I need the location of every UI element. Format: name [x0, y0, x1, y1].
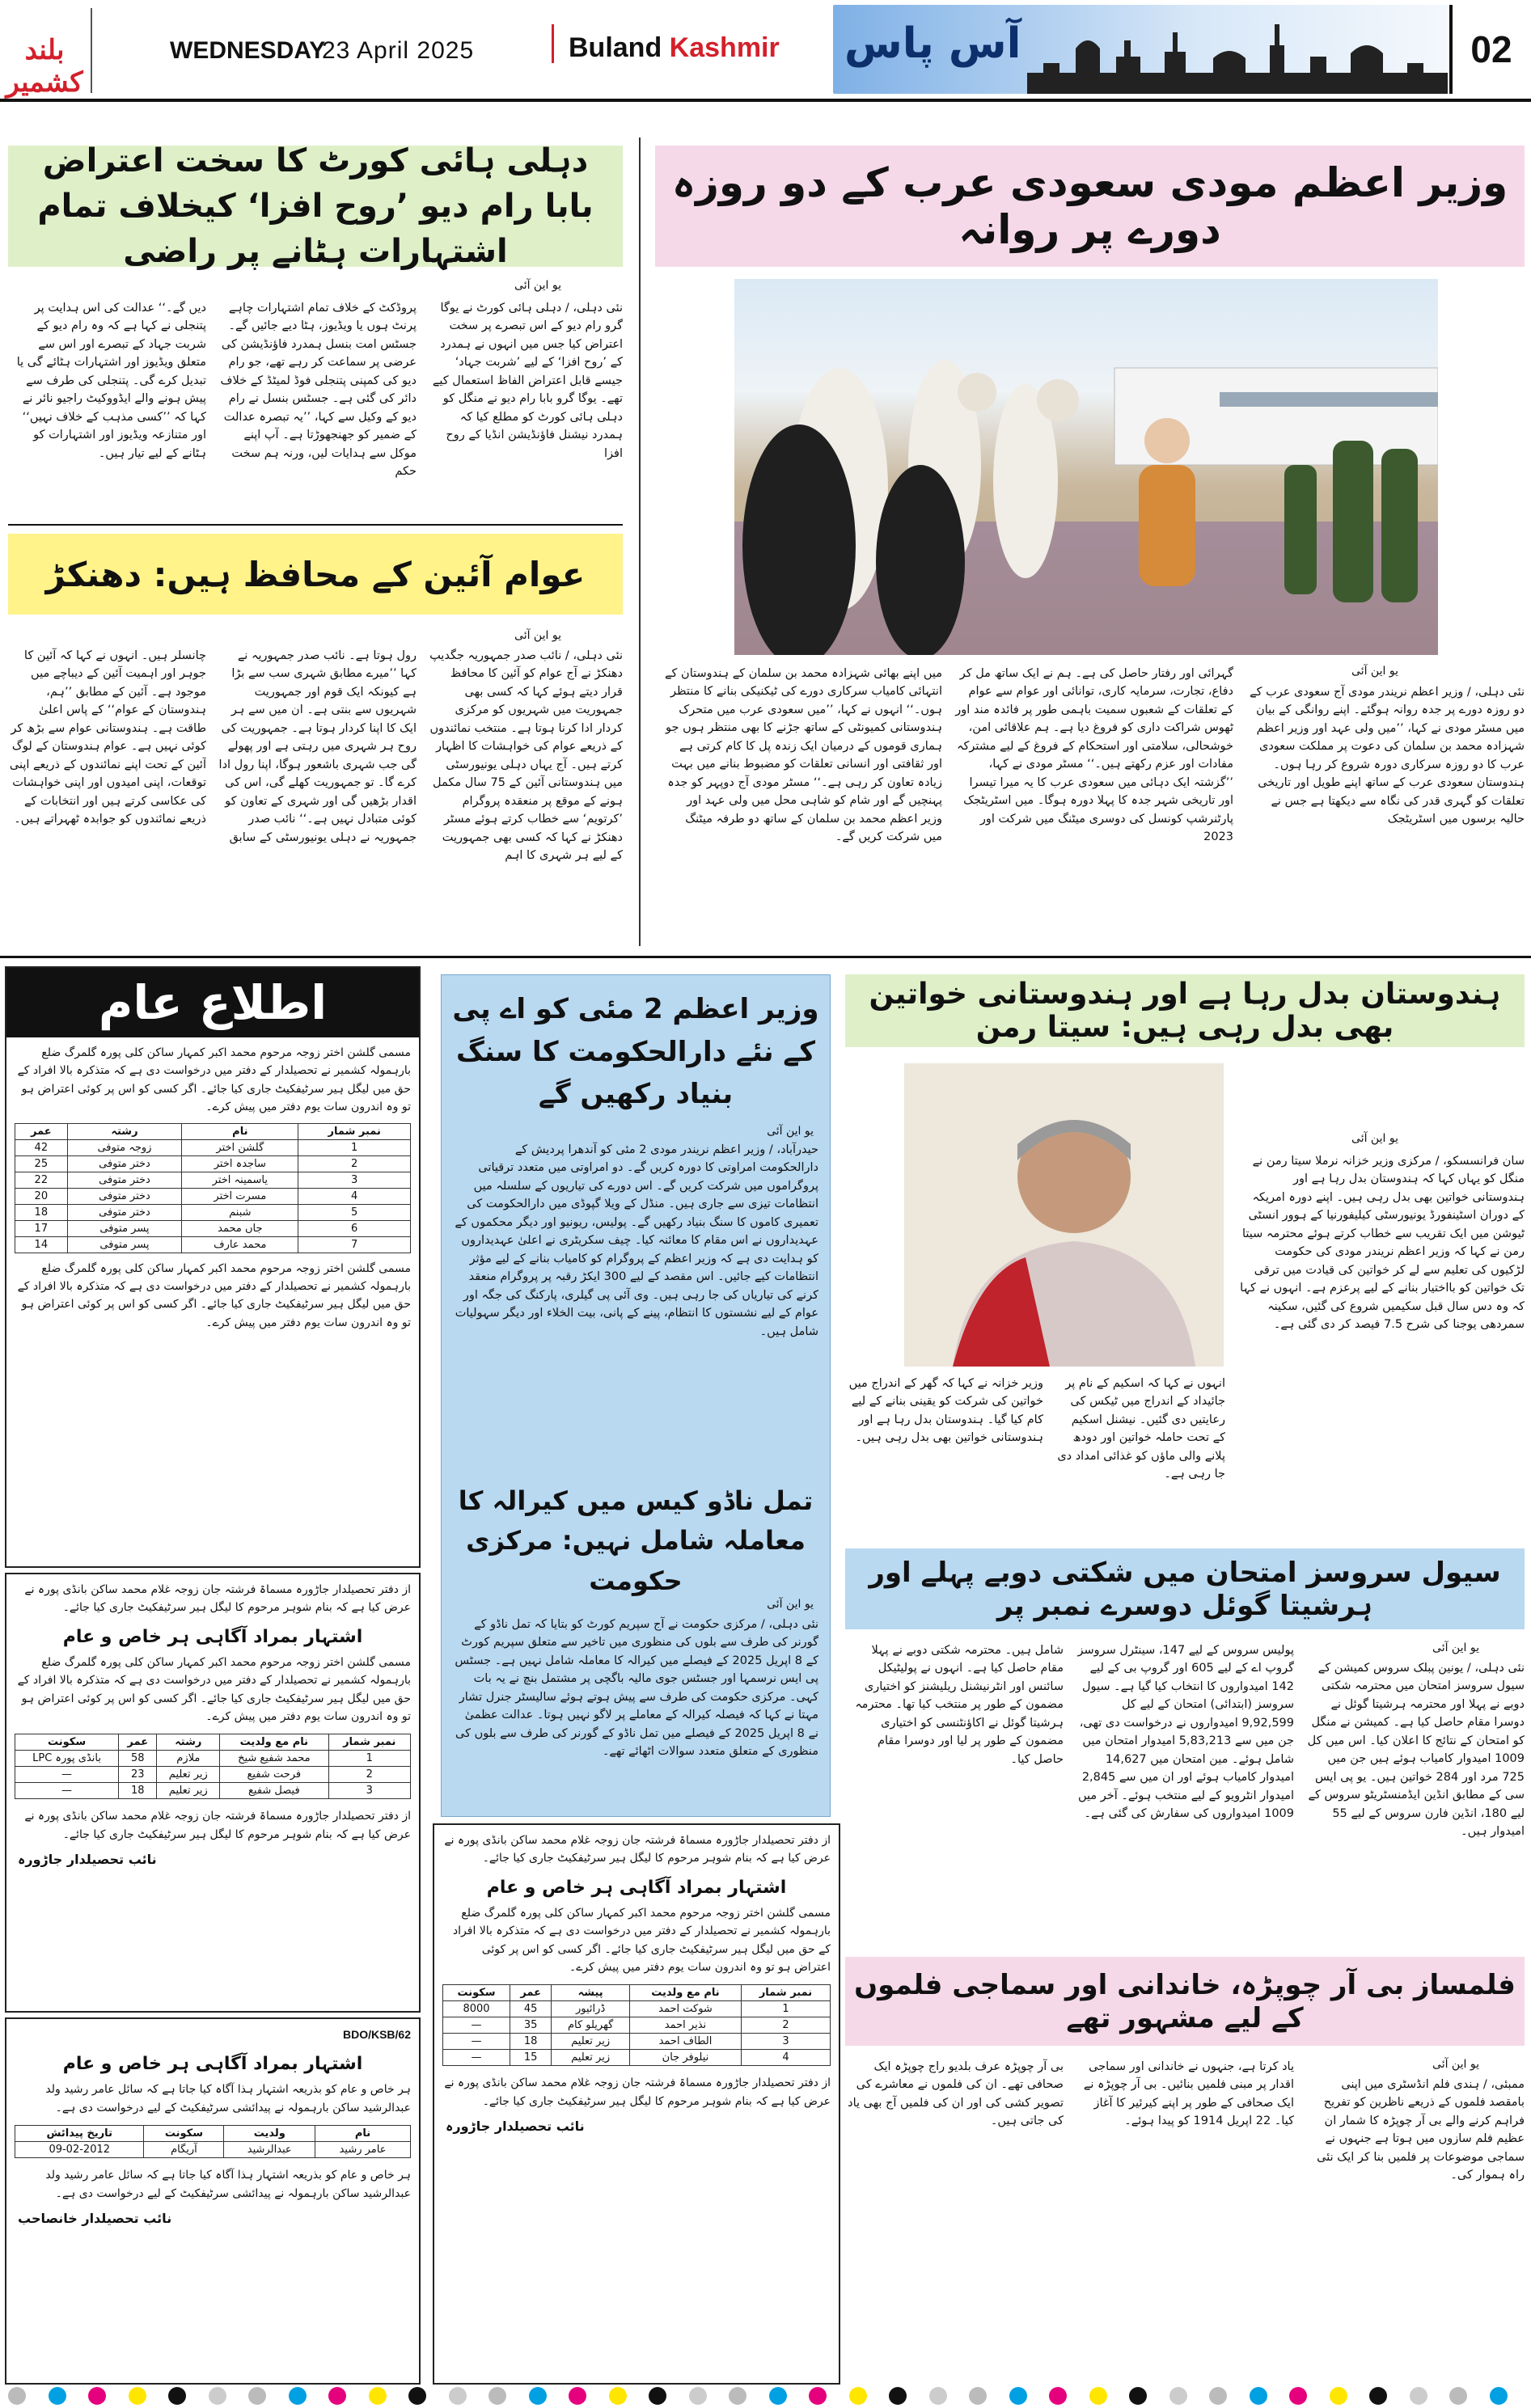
- tn-agency: یو این آئی: [767, 1598, 814, 1611]
- table-cell: مسرت اختر: [182, 1188, 298, 1204]
- table-cell: ڈرائیور: [552, 2001, 630, 2017]
- registration-dot: [769, 2387, 787, 2405]
- table-row: [15, 1767, 411, 1783]
- print-registration-strip: [0, 2385, 1531, 2406]
- registration-dot: [729, 2387, 746, 2405]
- civil-headline: سیول سروسز امتحان میں شکتی دوبے پہلے اور ہرشیتا گوئل دوسرے نمبر پر: [869, 1557, 1501, 1622]
- delhi-hc-headline-box: [8, 142, 623, 270]
- registration-dot: [609, 2387, 627, 2405]
- birth-notice: [5, 2017, 421, 2385]
- table-cell: 18: [119, 1783, 157, 1799]
- sitharaman-headline-box: [845, 974, 1525, 1047]
- registration-dot: [88, 2387, 106, 2405]
- table-header-cell: نام مع ولدیت: [629, 1985, 741, 2001]
- masthead-divider-2: [552, 24, 554, 63]
- amravati-headline: وزیر اعظم 2 مئی کو اے پی کے نئے دارالحکومت کا سنگ بنیاد رکھیں گے: [452, 992, 819, 1111]
- table-header-cell: سکونت: [15, 1734, 119, 1751]
- table-cell: 23: [119, 1767, 157, 1783]
- table-cell: 8000: [443, 2001, 510, 2017]
- page-number: 02: [1470, 28, 1512, 70]
- table-cell: فرحت شفیع: [220, 1767, 328, 1783]
- registration-dot: [1129, 2387, 1147, 2405]
- section-banner: [833, 5, 1448, 94]
- dhankhar-agency: یو این آئی: [514, 629, 561, 642]
- table-row: [15, 1155, 411, 1172]
- table-cell: 58: [119, 1751, 157, 1767]
- public-notice-footer-text: مسمی گلشن اختر زوجہ مرحوم محمد اکبر کمہار ساکن کلی پورہ گلمرگ ضلع بارہمولہ کشمیر نے تحصیلدار کے دفتر میں درخواست دی ہے کہ متذکرہ بالا افراد کے حق میں لیگل ہیر سرٹیفکیٹ جاری کیا جائے۔ اگر کسی کو اس پر کوئی اعتراض ہو تو وہ اندرون سات یوم دفتر میں پیش کرے۔: [17, 1261, 411, 1329]
- chopra-headline: فلمساز بی آر چوپڑہ، خاندانی اور سماجی فلموں کے لیے مشہور تھے: [854, 1969, 1516, 2034]
- chopra-col-1: ممبئی، / ہندی فلم انڈسٹری میں اپنی بامقصد فلموں کے ذریعے ناظرین کو تفریح فراہم کرنے والے بی آر چوپڑہ کا شمار ان عظیم فلم سازوں میں ہوتا ہے جنہوں نے سماجی موضوعات پر فلمیں بنا کر ایک نئی راہ ہموار کی۔: [1317, 2078, 1525, 2182]
- table-cell: آریگام: [144, 2142, 224, 2158]
- registration-dot: [689, 2387, 707, 2405]
- masthead-bottom-rule: [0, 99, 1531, 102]
- table-cell: 20: [15, 1188, 68, 1204]
- chopra-col-3: بی آر چوپڑہ عرف بلدیو راج چوپڑہ ایک صحافی تھے۔ ان کی فلموں نے معاشرے کی تصویر کشی کی اور ان کی فلمیں آج بھی یاد کی جاتی ہیں۔: [848, 2060, 1064, 2128]
- table-cell: گھریلو کام: [552, 2017, 630, 2034]
- portrait-icon: [904, 1063, 1224, 1367]
- table-cell: —: [443, 2050, 510, 2066]
- dhankhar-headline-box: [8, 534, 623, 615]
- table-header-cell: نام: [315, 2126, 411, 2142]
- table-cell: ملازم: [157, 1751, 220, 1767]
- registration-dot: [1410, 2387, 1427, 2405]
- weekday: WEDNESDAY: [170, 37, 326, 64]
- brand-kashmir: Kashmir: [669, 32, 780, 63]
- table-cell: 42: [15, 1139, 68, 1155]
- dhankhar-col-1: نئی دہلی، / نائب صدر جمہوریہ جگدیپ دھنکڑ نے آج عوام کو آئین کا محافظ قرار دیتے ہوئے کہا کہ کسی بھی جمہوریت میں شہریوں کو مرکزی کردار ادا کرنا ہوتا ہے۔ منتخب نمائندوں کے ذریعے عوام کی خواہشات کا اظہار کرتے ہیں۔ آج یہاں دہلی یونیورسٹی میں ہندوستانی آئین کے 75 سال مکمل ہونے کے موقع پر منعقدہ پروگرام ’کرتویم‘ سے خطاب کرتے ہوئے مسٹر دھنکڑ نے کہا کہ کسی بھی جمہوریت کے لیے ہر شہری کا اہم: [429, 649, 623, 863]
- table-header-cell: نمبر شمار: [298, 1123, 411, 1139]
- table-cell: 7: [298, 1236, 411, 1253]
- vertical-column-rule: [639, 137, 641, 946]
- skyline-icon: [1027, 16, 1448, 94]
- table-row: [15, 1220, 411, 1236]
- registration-dot: [1209, 2387, 1227, 2405]
- table-row: [15, 1172, 411, 1188]
- jarora-table: [442, 1984, 831, 2066]
- section-title: آس پاس: [844, 19, 1021, 68]
- tn-headline: تمل ناڈو کیس میں کیرالہ کا معاملہ شامل نہیں: مرکزی حکومت: [458, 1485, 814, 1596]
- registration-dot: [969, 2387, 987, 2405]
- table-cell: زوجہ متوفی: [67, 1139, 182, 1155]
- masthead: [0, 0, 1531, 113]
- table-cell: 35: [510, 2017, 552, 2034]
- registration-dot: [1369, 2387, 1387, 2405]
- tn-headline-box: [450, 1485, 822, 1596]
- table-row: [15, 1751, 411, 1767]
- table-cell: دختر متوفی: [67, 1172, 182, 1188]
- sitharaman-col-1: سان فرانسسکو، / مرکزی وزیر خزانہ نرملا سیتا رمن نے منگل کو یہاں کہا کہ ہندوستان بدل رہا ہے اور ہندوستانی خواتین بھی بدل رہی ہیں۔ اپنے دورہ امریکہ کے دوران اسٹینفورڈ یونیورسٹی کیلیفورنیا کے ہوور انسٹی ٹیوشن میں ایک تقریب سے خطاب کرتے ہوئے محترمہ سیتا رمن نے کہا کہ وزیر اعظم نریندر مودی کی حکومت لڑکیوں کی تعلیم سے لے کر خواتین کی قیادت میں ترقی تک خواتین کو بااختیار بنانے کے لیے پرعزم ہے۔ انہوں نے کہا کہ وہ دس سال قبل سکیمیں شروع کی گئیں، سکینہ سمردھی یوجنا کی شرح 7.5 فیصد کر دی گئی ہے۔: [1240, 1155, 1525, 1332]
- registration-dot: [8, 2387, 26, 2405]
- amravati-body: حیدرآباد، / وزیر اعظم نریندر مودی 2 مئی کو آندھرا پردیش کے دارالحکومت امراوتی کا دورہ کریں گے۔ دو امراوتی میں متعدد ترقیاتی پروگراموں میں شرکت کریں گے۔ اس دورے کی تیاریوں کے سلسلہ میں انتظامات تیزی سے جاری ہیں۔ منڈل کے ویلا گپوڈی میں دارالحکومت کی تعمیری کاموں کا سنگ بنیاد رکھیں گے۔ پولیس، ریونیو اور دیگر محکموں کے عہدیداروں نے اس مقام کا معائنہ کیا۔ چیف سکریٹری نے اعلیٰ عہدیداروں کو ہدایت دی ہے کہ وزیر اعظم کے پروگرام کو کامیاب بنانے کے لیے مؤثر انتظامات کیے جائیں۔ اس مقصد کے لیے 300 ایکڑ رقبہ پر پروگرام منعقد کرنے کی تیاریاں کی جا رہی ہیں۔ وی آئی پی گیلری، پارکنگ کی جگہ اور عوام کے لیے نشستوں کا انتظام، پینے کے پانی، بیت الخلاء اور دیگر سہولیات شامل ہیں۔: [455, 1143, 818, 1338]
- dhankhar-headline: عوام آئین کے محافظ ہیں: دھنکڑ: [45, 554, 586, 594]
- registration-dot: [1009, 2387, 1027, 2405]
- table-header-cell: رشتہ: [157, 1734, 220, 1751]
- table-cell: 22: [15, 1172, 68, 1188]
- jarora-title: اشتہار بمراد آگاہی ہر خاص و عام: [486, 1877, 787, 1898]
- issue-date: 23 April 2025: [322, 37, 475, 64]
- table-row: [443, 2017, 831, 2034]
- table-row: [443, 2034, 831, 2050]
- heirs-table: [15, 1123, 411, 1253]
- registration-dot: [889, 2387, 907, 2405]
- table-cell: جاں محمد: [182, 1220, 298, 1236]
- registration-dot: [449, 2387, 467, 2405]
- registration-dot: [1089, 2387, 1107, 2405]
- table-header-cell: نام: [182, 1123, 298, 1139]
- table-header-cell: رشتہ: [67, 1123, 182, 1139]
- table-cell: 5: [298, 1204, 411, 1220]
- table-cell: نذیر احمد: [629, 2017, 741, 2034]
- table-cell: —: [15, 1783, 119, 1799]
- registration-dot: [1049, 2387, 1067, 2405]
- table-header-cell: پیشہ: [552, 1985, 630, 2001]
- table-cell: دختر متوفی: [67, 1155, 182, 1172]
- table-cell: —: [443, 2017, 510, 2034]
- birth-notice-ref: BDO/KSB/62: [342, 2028, 411, 2041]
- registration-dot: [328, 2387, 346, 2405]
- table-cell: 09-02-2012: [15, 2142, 144, 2158]
- table-cell: نیلوفر جان: [629, 2050, 741, 2066]
- public-notice-text: مسمی گلشن اختر زوجہ مرحوم محمد اکبر کمہار ساکن کلی پورہ گلمرگ ضلع بارہمولہ کشمیر نے تحصیلدار کے دفتر میں درخواست دی ہے کہ متذکرہ بالا افراد کے حق میں لیگل ہیر سرٹیفکیٹ جاری کیا جائے۔ اگر کسی کو اس پر کوئی اعتراض ہو تو وہ اندرون سات یوم دفتر میں پیش کرے۔: [17, 1046, 411, 1114]
- registration-dot: [1289, 2387, 1307, 2405]
- table-cell: 2: [328, 1767, 410, 1783]
- table-cell: 3: [298, 1172, 411, 1188]
- public-notice-title: اطلاع عام: [6, 968, 419, 1037]
- civil-col-3: شامل ہیں۔ محترمہ شکتی دوبے نے پہلا مقام حاصل کیا ہے۔ انہوں نے پولیٹیکل سائنس اور انٹرنیشنل ریلیشنز کو اختیاری مضمون کے طور پر منتخب کیا تھا۔ محترمہ ہرشیتا گوئل نے اکاؤنٹنسی کو اختیاری مضمون کے طور پر لیا اور دوسرا مقام حاصل کیا۔: [855, 1644, 1064, 1766]
- table-cell: گلشن اختر: [182, 1139, 298, 1155]
- amravati-headline-box: [450, 991, 822, 1113]
- modi-saudi-headline: وزیر اعظم مودی سعودی عرب کے دو روزہ دورے پر روانہ: [671, 159, 1508, 253]
- civil-col-2: پولیس سروس کے لیے 147، سینٹرل سروسز گروپ اے کے لیے 605 اور گروپ بی کے لیے 142 امیدواروں کا انتخاب کیا گیا ہے۔ سیول سروسز (ابتدائی) امتحان کے لیے کل 9,92,599 امیدواروں نے درخواست دی تھی، جن میں سے 5,83,213 امیدوار امتحان میں شامل ہوئے۔ مین امتحان میں 14,627 امیدوار کامیاب ہوئے اور ان میں سے 2,845 امیدوار انٹرویو کے لیے منتخب ہوئے۔ آخر میں 1009 امیدواروں کی سفارش کی گئی ہے۔: [1077, 1644, 1294, 1821]
- table-cell: شبنم: [182, 1204, 298, 1220]
- table-cell: 3: [328, 1783, 410, 1799]
- registration-dot: [849, 2387, 867, 2405]
- table-header-cell: سکونت: [144, 2126, 224, 2142]
- table-cell: 1: [328, 1751, 410, 1767]
- table-cell: زیر تعلیم: [552, 2034, 630, 2050]
- table-cell: زیر تعلیم: [157, 1767, 220, 1783]
- table-row: [15, 1236, 411, 1253]
- jarora-sign: نائب تحصیلدار جاڑورہ: [446, 2119, 585, 2135]
- registration-dot: [248, 2387, 266, 2405]
- logo-urdu: بلند کشمیر: [6, 34, 83, 99]
- chopra-headline-box: [845, 1957, 1525, 2046]
- table-cell: 2: [742, 2017, 831, 2034]
- table-cell: شوکت احمد: [629, 2001, 741, 2017]
- birth-notice-sign: نائب تحصیلدار خانصاحب: [18, 2210, 172, 2226]
- heirs2-table: [15, 1734, 411, 1799]
- amravati-box: [441, 974, 831, 1817]
- jarora-notice: [433, 1823, 840, 2385]
- table-cell: 15: [510, 2050, 552, 2066]
- tehsildar-note: از دفتر تحصیلدار جاڑورہ مسماۃ فرشتہ جان زوجہ غلام محمد ساکن بانڈی پورہ نے عرض کیا ہے کہ بنام شوہر مرحوم کا لیگل ہیر سرٹیفکیٹ جاری کیا جائے۔: [24, 1810, 411, 1841]
- jarora-intro: از دفتر تحصیلدار جاڑورہ مسماۃ فرشتہ جان زوجہ غلام محمد ساکن بانڈی پورہ نے عرض کیا ہے کہ بنام شوہر مرحوم کا لیگل ہیر سرٹیفکیٹ جاری کیا جائے۔: [444, 1834, 831, 1865]
- table-cell: 25: [15, 1155, 68, 1172]
- table-cell: 45: [510, 2001, 552, 2017]
- registration-dot: [1490, 2387, 1508, 2405]
- birth-notice-body-2: ہر خاص و عام کو بذریعہ اشتہار ہذا آگاہ کیا جاتا ہے کہ سائل عامر رشید ولد عبدالرشید ساکن بارہمولہ نے پیدائشی سرٹیفکیٹ کے لیے درخواست دی ہے۔: [45, 2169, 411, 2200]
- table-header-cell: عمر: [510, 1985, 552, 2001]
- table-cell: ساجدہ اختر: [182, 1155, 298, 1172]
- registration-dot: [1169, 2387, 1187, 2405]
- registration-dot: [488, 2387, 506, 2405]
- tehsildar-sign: نائب تحصیلدار جاڑورہ: [18, 1852, 157, 1868]
- registration-dot: [809, 2387, 827, 2405]
- birth-notice-intro: [6, 2019, 419, 2051]
- chopra-agency: یو این آئی: [1432, 2058, 1479, 2071]
- table-cell: 4: [742, 2050, 831, 2066]
- jarora-body: مسمی گلشن اختر زوجہ مرحوم محمد اکبر کمہار ساکن کلی پورہ گلمرگ ضلع بارہمولہ کشمیر نے تحصیلدار کے دفتر میں درخواست دی ہے کہ متذکرہ بالا افراد کے حق میں لیگل ہیر سرٹیفکیٹ جاری کیا جائے۔ اگر کسی کو اس پر کوئی اعتراض ہو تو وہ اندرون سات یوم دفتر میں پیش کرے۔: [452, 1906, 831, 1974]
- table-cell: پسر متوفی: [67, 1220, 182, 1236]
- table-header-cell: عمر: [119, 1734, 157, 1751]
- delhi-hc-col-1: نئی دہلی، / دہلی ہائی کورٹ نے یوگا گرو رام دیو کے اس تبصرے پر سخت اعتراض کیا جس میں انہوں نے ہمدرد کے ’روح افزا‘ کے لیے ’شربت جہاد‘ جیسے قابل اعتراض الفاظ استعمال کیے تھے۔ یوگا گرو بابا رام دیو نے منگل کو دہلی ہائی کورٹ کو مطلع کیا کہ ہمدرد نیشنل فاؤنڈیشن انڈیا کے روح افزا: [432, 302, 623, 460]
- registration-dot: [1250, 2387, 1267, 2405]
- civil-headline-box: [845, 1548, 1525, 1629]
- table-cell: —: [15, 1767, 119, 1783]
- table-row: [15, 1139, 411, 1155]
- registration-dot: [1330, 2387, 1347, 2405]
- table-cell: الطاف احمد: [629, 2034, 741, 2050]
- table-cell: محمد عارف: [182, 1236, 298, 1253]
- table-cell: 4: [298, 1188, 411, 1204]
- table-header-cell: نمبر شمار: [328, 1734, 410, 1751]
- table-cell: 18: [510, 2034, 552, 2050]
- amravati-agency: یو این آئی: [767, 1125, 814, 1138]
- tehsildar-intro: از دفتر تحصیلدار جاڑورہ مسماۃ فرشتہ جان زوجہ غلام محمد ساکن بانڈی پورہ نے عرض کیا ہے کہ بنام شوہر مرحوم کا لیگل ہیر سرٹیفکیٹ جاری کیا جائے۔: [24, 1583, 411, 1615]
- tehsildar-title: اشتہار بمراد آگاہی ہر خاص و عام: [62, 1626, 363, 1647]
- delhi-hc-rule: [8, 524, 623, 526]
- table-header-cell: تاریخ پیدائش: [15, 2126, 144, 2142]
- tehsildar-notice: [5, 1573, 421, 2013]
- table-cell: محمد شفیع شیخ: [220, 1751, 328, 1767]
- table-cell: یاسمینہ اختر: [182, 1172, 298, 1188]
- registration-dot: [129, 2387, 146, 2405]
- registration-dot: [408, 2387, 426, 2405]
- birth-table: [15, 2125, 411, 2158]
- table-header-cell: ولدیت: [224, 2126, 315, 2142]
- table-cell: 2: [298, 1155, 411, 1172]
- modi-saudi-col-3: میں اپنے بھائی شہزادہ محمد بن سلمان کے ہندوستان کے انتہائی کامیاب سرکاری دورے کی ٹیکنیکی بنانے کا منتظر ہوں۔‘‘ انہوں نے کہا، ’’میں سعودی عرب میں متحرک ہندوستانی کمیونٹی کے ساتھ جڑنے کا بھی منتظر ہوں جو ہماری قوموں کے درمیان ایک زندہ پل کا کام کرتی ہے اور ثقافتی اور انسانی تعلقات کو مضبوط بنانے میں بہت زیادہ تعاون کر رہی ہے۔‘‘ مسٹر مودی آج دوپہر کو جدہ پہنچیں گے اور شام کو شاہی محل میں ولی عہد اور وزیر اعظم محمد بن سلمان کے ساتھ دو طرفہ میٹنگ میں شرکت کریں گے۔: [665, 667, 942, 844]
- photo-figures-icon: [734, 279, 1438, 655]
- table-cell: زیر تعلیم: [157, 1783, 220, 1799]
- sitharaman-headline: ہندوستان بدل رہا ہے اور ہندوستانی خواتین بھی بدل رہی ہیں: سیتا رمن: [869, 978, 1501, 1044]
- registration-dot: [1449, 2387, 1467, 2405]
- table-cell: عامر رشید: [315, 2142, 411, 2158]
- brand-buland: Buland: [569, 32, 662, 63]
- delhi-hc-headline-2: بابا رام دیو ’روح افزا‘ کیخلاف تمام اشتہارات ہٹانے پر راضی: [37, 188, 594, 270]
- table-cell: عبدالرشید: [224, 2142, 315, 2158]
- table-cell: 17: [15, 1220, 68, 1236]
- registration-dot: [649, 2387, 666, 2405]
- tn-body: نئی دہلی، / مرکزی حکومت نے آج سپریم کورٹ کو بتایا کہ تمل ناڈو کے گورنر کی طرف سے بلوں کی منظوری میں تاخیر سے متعلق سپریم کورٹ کے 8 اپریل 2025 کے فیصلے میں کیرالہ کا معاملہ شامل نہیں ہے۔ جسٹس پی ایس نرسمہا اور جسٹس جوی مالیہ باگچی پر مشتمل بنچ نے یہ بات کہی۔ مرکزی حکومت کی طرف سے پیش ہوتے ہوئے سالیسٹر جنرل تشار مہتا نے کہا کہ فیصلہ کیرالہ کے معاملے پر لاگو نہیں ہوتا۔ عدالت عظمیٰ نے 8 اپریل 2025 کے فیصلے میں تمل ناڈو کے گورنر کی طرف سے بلوں کی منظوری کے متعلق متعدد سوالات اٹھائے تھے۔: [455, 1618, 818, 1759]
- brand-name: [569, 32, 780, 64]
- modi-saudi-col-2: گہرائی اور رفتار حاصل کی ہے۔ ہم نے ایک ساتھ مل کر دفاع، تجارت، سرمایہ کاری، توانائی اور عوام سے عوام کے تعلقات کے شعبوں سمیت باہمی طور پر فائدہ مند اور ٹھوس شراکت داری کو فروغ دیا ہے۔ ہم علاقائی امن، خوشحالی، سلامتی اور استحکام کے فروغ کے لیے مشترکہ مفادات اور عزم رکھتے ہیں۔‘‘ مسٹر مودی نے کہا، ’’گزشتہ ایک دہائی میں سعودی عرب کا یہ میرا تیسرا اور تاریخی شہر جدہ کا پہلا دورہ ہوگا۔ میں اسٹریٹجک پارٹنرشپ کونسل کی دوسری میٹنگ میں شرکت اور 2023: [955, 667, 1233, 844]
- registration-dot: [929, 2387, 947, 2405]
- table-row: [15, 1204, 411, 1220]
- table-cell: پسر متوفی: [67, 1236, 182, 1253]
- delhi-hc-col-3: دیں گے۔‘‘ عدالت کی اس ہدایت پر پتنجلی نے کہا ہے کہ وہ رام دیو کے شربت جہاد کے تبصرے اور اس سے متعلق ویڈیوز اور اشتہارات ہٹائے گی یا تبدیل کرے گی۔ پتنجلی کی طرف سے پیش ہونے والے ایڈووکیٹ راجیو نائر نے کہا کہ ’’کسی مذہب کے خلاف نہیں‘‘ اور متنازعہ ویڈیوز اور اشتہارات کو ہٹانے کے لیے تیار ہیں۔: [16, 302, 206, 460]
- delhi-hc-headline-1: دہلی ہائی کورٹ کا سخت اعتراض: [42, 142, 589, 180]
- registration-dot: [369, 2387, 387, 2405]
- registration-dot: [529, 2387, 547, 2405]
- table-cell: —: [443, 2034, 510, 2050]
- modi-saudi-headline-box: [655, 146, 1525, 267]
- registration-dot: [168, 2387, 186, 2405]
- table-row: [15, 2142, 411, 2158]
- delhi-hc-col-2: پروڈکٹ کے خلاف تمام اشتہارات چاہے پرنٹ ہوں یا ویڈیوز، ہٹا دیے جائیں گے۔ جسٹس امت بنسل ہمدرد فاؤنڈیشن کی عرضی پر سماعت کر رہے تھے، جو رام دیو کی کمپنی پتنجلی فوڈ لمیٹڈ کے خلاف دائر کی گئی ہے۔ جسٹس بنسل نے رام دیو کے وکیل سے کہا، ’’یہ تبصرہ عدالت کے ضمیر کو جھنجھوڑتا ہے۔ آپ اپنے موکل سے ہدایات لیں، ورنہ ہم سخت حکم: [220, 302, 417, 479]
- table-row: [443, 2050, 831, 2066]
- table-cell: بانڈی پورہ LPC: [15, 1751, 119, 1767]
- civil-agency: یو این آئی: [1432, 1641, 1479, 1654]
- table-cell: 3: [742, 2034, 831, 2050]
- table-cell: 6: [298, 1220, 411, 1236]
- mid-horizontal-rule: [0, 956, 1531, 958]
- table-header-cell: نام مع ولدیت: [220, 1734, 328, 1751]
- registration-dot: [49, 2387, 66, 2405]
- chopra-col-2: یاد کرتا ہے، جنہوں نے خاندانی اور سماجی اقدار پر مبنی فلمیں بنائیں۔ بی آر چوپڑہ نے ایک صحافی کے طور پر اپنے کیرئیر کا آغاز کیا۔ 22 اپریل 1914 کو پیدا ہوئے۔: [1083, 2060, 1294, 2128]
- public-notice: [5, 966, 421, 1568]
- registration-dot: [569, 2387, 586, 2405]
- birth-notice-title: اشتہار بمراد آگاہی ہر خاص و عام: [62, 2054, 363, 2075]
- sitharaman-agency: یو این آئی: [1351, 1132, 1398, 1145]
- sitharaman-photo: [904, 1063, 1224, 1367]
- public-notice-footer: [6, 1253, 419, 1339]
- table-cell: 18: [15, 1204, 68, 1220]
- dhankhar-col-3: چانسلر ہیں۔ انہوں نے کہا کہ آئین کا جوہر اور اہمیت آئین کے دیباچے میں موجود ہے۔ آئین کے مطابق ’’ہم، ہندوستان کے عوام‘‘ کے پاس اعلیٰ طاقت ہے۔ ہندوستانی عوام سے بڑھ کر کوئی نہیں ہے۔ عوام ہندوستان کے لوگ آئین کے تحت اپنے نمائندوں کے ذریعے اپنی توقعات، اپنی امیدوں اور اپنی خواہشات کی عکاسی کرتے ہیں اور انتخابات کے ذریعے نمائندوں کو جوابدہ ٹھہراتے ہیں۔: [9, 649, 206, 826]
- table-header-cell: سکونت: [443, 1985, 510, 2001]
- table-header-cell: عمر: [15, 1123, 68, 1139]
- table-header-cell: نمبر شمار: [742, 1985, 831, 2001]
- masthead-divider: [91, 8, 92, 93]
- table-cell: زیر تعلیم: [552, 2050, 630, 2066]
- birth-notice-body: ہر خاص و عام کو بذریعہ اشتہار ہذا آگاہ کیا جاتا ہے کہ سائل عامر رشید ولد عبدالرشید ساکن بارہمولہ نے پیدائشی سرٹیفکیٹ کے لیے درخواست دی ہے۔: [45, 2083, 411, 2114]
- table-row: [15, 1188, 411, 1204]
- table-row: [15, 1783, 411, 1799]
- page-number-box: [1449, 5, 1530, 94]
- tehsildar-body: مسمی گلشن اختر زوجہ مرحوم محمد اکبر کمہار ساکن کلی پورہ گلمرگ ضلع بارہمولہ کشمیر نے تحصیلدار کے دفتر میں درخواست دی ہے کہ متذکرہ بالا افراد کے حق میں لیگل ہیر سرٹیفکیٹ جاری کیا جائے۔ اگر کسی کو اس پر کوئی اعتراض ہو تو وہ اندرون سات یوم دفتر میں پیش کرے۔: [17, 1655, 411, 1723]
- modi-saudi-agency: یو این آئی: [1351, 665, 1398, 678]
- table-cell: 14: [15, 1236, 68, 1253]
- sitharaman-col-3: وزیر خزانہ نے کہا کہ گھر کے اندراج میں خواتین کی شرکت کو یقینی بنانے کے لیے کام کیا گیا۔ ہندوستان بدل رہا ہے اور ہندوستانی خواتین بھی بدل رہی ہیں۔: [848, 1377, 1043, 1445]
- table-cell: 1: [742, 2001, 831, 2017]
- jarora-note: از دفتر تحصیلدار جاڑورہ مسماۃ فرشتہ جان زوجہ غلام محمد ساکن بانڈی پورہ نے عرض کیا ہے کہ بنام شوہر مرحوم کا لیگل ہیر سرٹیفکیٹ جاری کیا جائے۔: [444, 2076, 831, 2108]
- table-cell: دختر متوفی: [67, 1188, 182, 1204]
- civil-col-1: نئی دہلی، / یونین پبلک سروس کمیشن کے سیول سروسز امتحان میں محترمہ شکتی دوبے نے پہلا اور محترمہ ہرشیتا گوئل نے دوسرا مقام حاصل کیا ہے۔ کمیشن نے منگل کو امتحان کے نتائج کا اعلان کیا۔ اس میں کل 1009 امیدوار کامیاب ہوئے ہیں جن میں 725 مرد اور 284 خواتین ہیں۔ یو پی ایس سی کے مطابق انڈین ایڈمنسٹریٹو سروس کے لیے 180، انڈین فارن سروس کے لیے 55 امیدوار ہیں۔: [1307, 1662, 1525, 1839]
- delhi-hc-agency: یو این آئی: [514, 279, 561, 292]
- registration-dot: [289, 2387, 307, 2405]
- dhankhar-col-2: رول ہوتا ہے۔ نائب صدر جمہوریہ نے کہا ’’میرے مطابق شہری سب سے بڑا ہے کیونکہ ایک قوم اور جمہوریت شہریوں سے بنتی ہے۔ ان میں سے ہر ایک کا اپنا کردار ہوتا ہے۔ جمہوریت کی روح ہر شہری میں رہتی ہے اور پھولے گی جب شہری باشعور ہوگا، اپنا رول ادا کرے گا۔ تو جمہوریت کھلے گی، اس کی اقدار بڑھیں گی اور شہری کے تعاون کو کوئی متبادل نہیں ہے۔‘‘ نائب صدر جمہوریہ نے دہلی یونیورسٹی کے سابق: [218, 649, 417, 844]
- modi-saudi-col-1: نئی دہلی، / وزیر اعظم نریندر مودی آج سعودی عرب کے دو روزہ دورے پر جدہ روانہ ہوگئے۔ اپنے روانگی کے بیان میں مسٹر مودی نے کہا، ’’میں ولی عہد اور وزیر اعظم شہزادہ محمد بن سلمان کی دعوت پر مملکت سعودی عرب کا دو روزہ سرکاری دورہ شروع کر رہا ہوں۔ ہندوستان سعودی عرب کے ساتھ اپنے طویل اور تاریخی تعلقات کو گہری قدر کی نگاہ سے دیکھتا ہے جس نے حالیہ برسوں میں اسٹریٹجک: [1250, 686, 1525, 826]
- table-cell: 1: [298, 1139, 411, 1155]
- modi-saudi-photo: [734, 279, 1438, 655]
- table-cell: فیصل شفیع: [220, 1783, 328, 1799]
- table-row: [443, 2001, 831, 2017]
- registration-dot: [209, 2387, 226, 2405]
- table-cell: دختر متوفی: [67, 1204, 182, 1220]
- sitharaman-col-2: انہوں نے کہا کہ اسکیم کے نام پر جائیداد کے اندراج میں ٹیکس کی رعایتیں دی گئیں۔ نیشنل اسکیم کے تحت حاملہ خواتین اور دودھ پلانے والی ماؤں کو غذائی امداد دی جا رہی ہے۔: [1057, 1377, 1225, 1481]
